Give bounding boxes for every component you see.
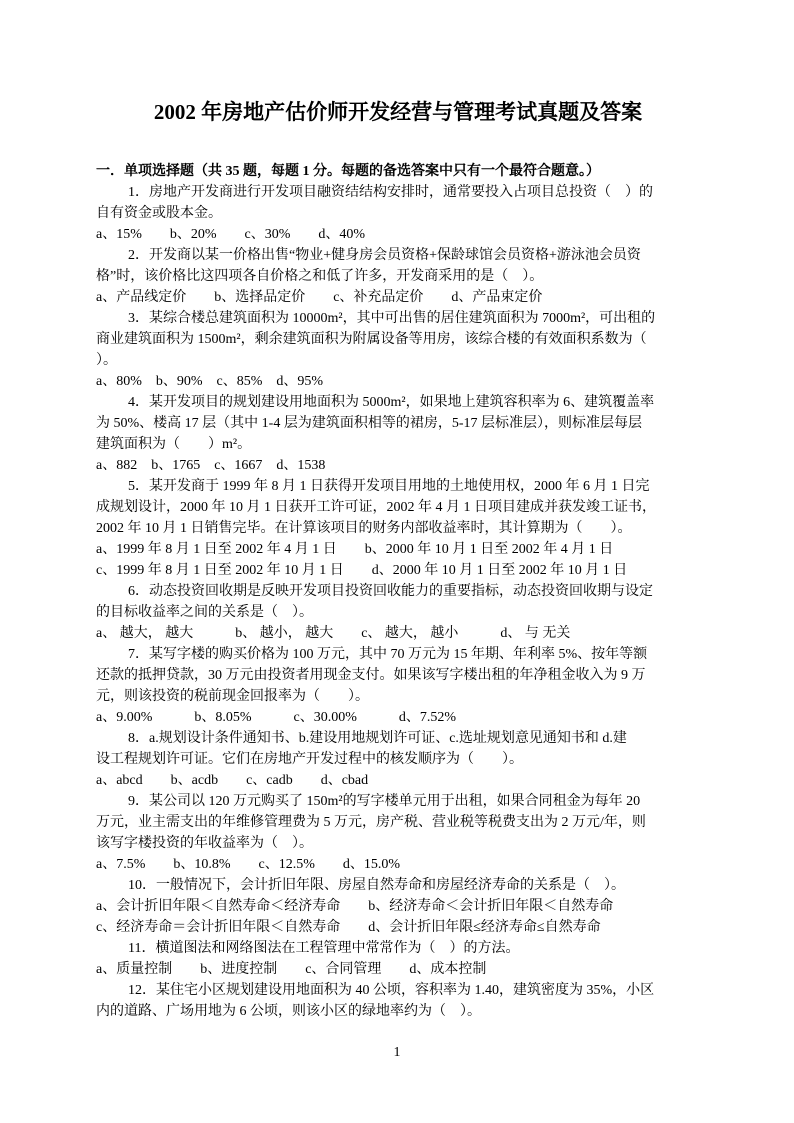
document-line: a、会计折旧年限＜自然寿命＜经济寿命 b、经济寿命＜会计折旧年限＜自然寿命 bbox=[96, 899, 614, 914]
document-line: 商业建筑面积为 1500m²，剩余建筑面积为附属设备等用房，该综合楼的有效面积系数为（ bbox=[96, 332, 647, 347]
document-title: 2002 年房地产估价师开发经营与管理考试真题及答案 bbox=[153, 100, 643, 124]
document-line: 建筑面积为（ ）m²。 bbox=[96, 437, 252, 452]
document-line: 12．某住宅小区规划建设用地面积为 40 公顷，容积率为 1.40，建筑密度为 35%，小区 bbox=[128, 983, 655, 998]
document-line: 格”时，该价格比这四项各自价格之和低了许多，开发商采用的是（ ）。 bbox=[96, 269, 544, 284]
document-line: a、9.00% b、8.05% c、30.00% d、7.52% bbox=[96, 710, 457, 725]
document-line: 8．a.规划设计条件通知书、b.建设用地规划许可证、c.选址规划意见通知书和 d.建 bbox=[128, 731, 627, 746]
document-line: 元，则该投资的税前现金回报率为（ ）。 bbox=[96, 689, 369, 704]
document-line: 11．横道图法和网络图法在工程管理中常常作为（ ）的方法。 bbox=[128, 941, 520, 956]
document-line: 1．房地产开发商进行开发项目融资结结构安排时，通常要投入占项目总投资（ ）的 bbox=[128, 185, 653, 200]
document-line: 自有资金或股本金。 bbox=[96, 206, 222, 221]
document-line: 该写字楼投资的年收益率为（ ）。 bbox=[96, 836, 313, 851]
document-line: a、 越大， 越大 b、 越小， 越大 c、 越大， 越小 d、 与 无关 bbox=[96, 626, 571, 641]
document-line: a、abcd b、acdb c、cadb d、cbad bbox=[96, 773, 369, 788]
page-number: 1 bbox=[393, 1045, 401, 1060]
document-line: 2002 年 10 月 1 日销售完毕。在计算该项目的财务内部收益率时，其计算期为（ ）。 bbox=[96, 521, 632, 536]
section-heading: 一．单项选择题（共 35 题，每题 1 分。每题的备选答案中只有一个最符合题意。） bbox=[96, 164, 600, 179]
document-line: a、质量控制 b、进度控制 c、合同管理 d、成本控制 bbox=[96, 962, 487, 977]
document-line: 的目标收益率之间的关系是（ ）。 bbox=[96, 605, 313, 620]
document-line: c、经济寿命＝会计折旧年限＜自然寿命 d、会计折旧年限≤经济寿命≤自然寿命 bbox=[96, 920, 601, 935]
document-line: 2．开发商以某一价格出售“物业+健身房会员资格+保龄球馆会员资格+游泳池会员资 bbox=[128, 248, 641, 263]
document-line: a、15% b、20% c、30% d、40% bbox=[96, 227, 366, 242]
document-line: 6．动态投资回收期是反映开发项目投资回收能力的重要指标，动态投资回收期与设定 bbox=[128, 584, 653, 599]
document-line: 设工程规划许可证。它们在房地产开发过程中的核发顺序为（ ）。 bbox=[96, 752, 523, 767]
document-line: 10．一般情况下，会计折旧年限、房屋自然寿命和房屋经济寿命的关系是（ ）。 bbox=[128, 878, 625, 893]
document-line: 5．某开发商于 1999 年 8 月 1 日获得开发项目用地的土地使用权，2000 年 6 月 1 日完 bbox=[128, 479, 650, 494]
document-body bbox=[96, 182, 700, 1022]
document-line: a、882 b、1765 c、1667 d、1538 bbox=[96, 458, 326, 473]
document-line: ）。 bbox=[96, 353, 117, 368]
document-line: 成规划设计，2000 年 10 月 1 日获开工许可证，2002 年 4 月 1 日项目建成并获发竣工证书， bbox=[96, 500, 656, 515]
document-line: 为 50%、楼高 17 层（其中 1-4 层为建筑面积相等的裙房，5-17 层标准层），则标准层每层 bbox=[96, 416, 642, 431]
document-line: c、1999 年 8 月 1 日至 2002 年 10 月 1 日 d、2000 年 10 月 1 日至 2002 年 10 月 1 日 bbox=[96, 563, 628, 578]
document-line: a、80% b、90% c、85% d、95% bbox=[96, 374, 324, 389]
document-line: 还款的抵押贷款，30 万元由投资者用现金支付。如果该写字楼出租的年净租金收入为 9 万 bbox=[96, 668, 646, 683]
document-line: 3．某综合楼总建筑面积为 10000m²，其中可出售的居住建筑面积为 7000m²，可出租的 bbox=[128, 311, 656, 326]
document-line: 万元，业主需支出的年维修管理费为 5 万元，房产税、营业税等税费支出为 2 万元/年，则 bbox=[96, 815, 646, 830]
document-line: 7．某写字楼的购买价格为 100 万元，其中 70 万元为 15 年期、年利率 5%、按年等额 bbox=[128, 647, 648, 662]
document-line: a、7.5% b、10.8% c、12.5% d、15.0% bbox=[96, 857, 401, 872]
document-line: 9．某公司以 120 万元购买了 150m²的写字楼单元用于出租，如果合同租金为每年 20 bbox=[128, 794, 641, 809]
document-line: a、1999 年 8 月 1 日至 2002 年 4 月 1 日 b、2000 年 10 月 1 日至 2002 年 4 月 1 日 bbox=[96, 542, 614, 557]
document-line: a、产品线定价 b、选择品定价 c、补充品定价 d、产品束定价 bbox=[96, 290, 543, 305]
document-line: 内的道路、广场用地为 6 公顷，则该小区的绿地率约为（ ）。 bbox=[96, 1004, 481, 1019]
document-line: 4．某开发项目的规划建设用地面积为 5000m²，如果地上建筑容积率为 6、建筑覆盖率 bbox=[128, 395, 655, 410]
